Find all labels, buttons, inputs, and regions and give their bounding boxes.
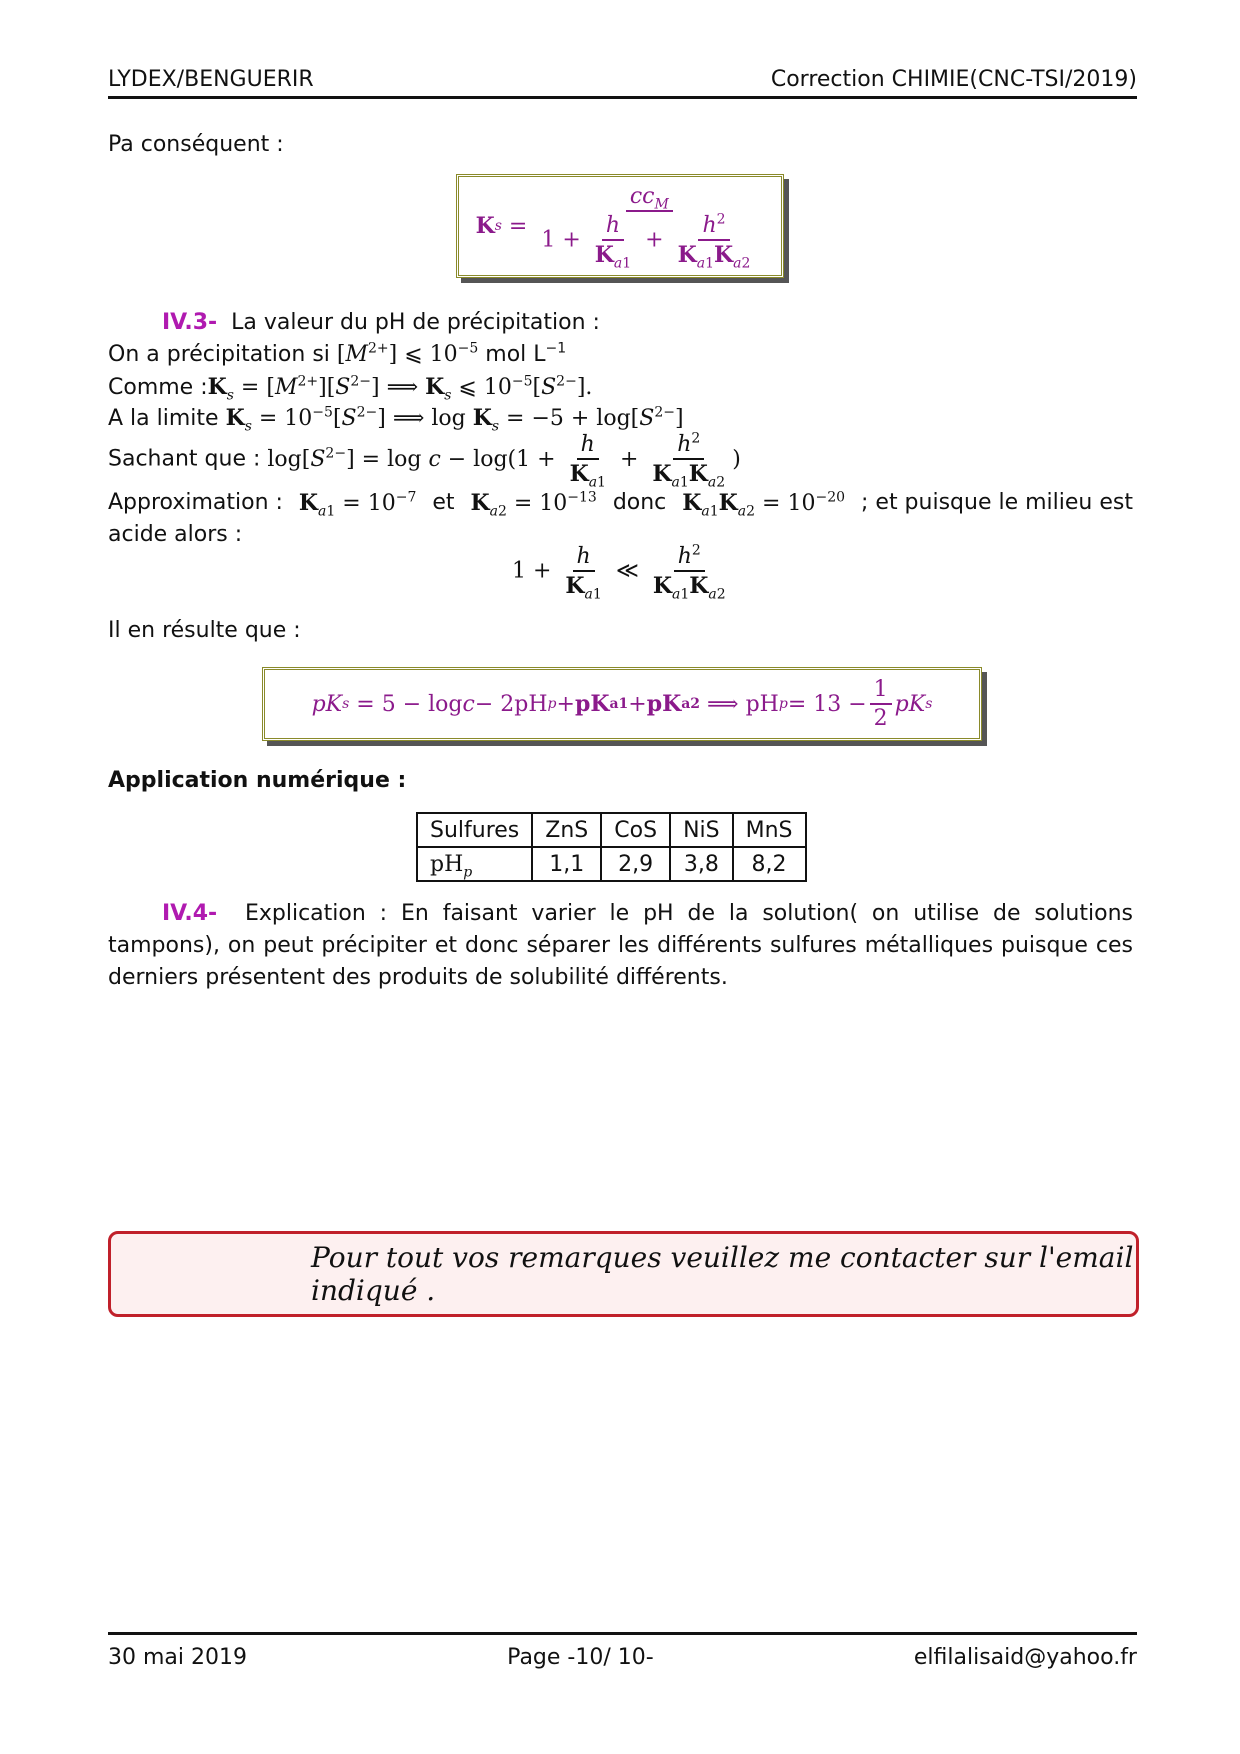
line-5-tail: ; et puisque le milieu est <box>861 490 1133 515</box>
ph-table <box>416 812 807 882</box>
line-4-label: Sachant que : <box>108 446 261 472</box>
page-footer <box>108 1632 1137 1670</box>
header-title: Correction CHIMIE(CNC-TSI/2019) <box>770 67 1137 92</box>
line-precipitation-condition: On a précipitation si $[M^{2+}]$ ⩽ $10^{-5}$ mol $L^{-1}$ <box>108 340 567 367</box>
footer-page: Page -10/ 10- <box>507 1645 654 1670</box>
inequality-formula: 1 + $\frac{h}{K_{a1}}$ ≪ $\frac{h^2}{K_{a1}K_{a2}}$ <box>512 542 726 603</box>
header-school: LYDEX/BENGUERIR <box>108 67 314 92</box>
remark-text: Pour tout vos remarques veuillez me contacter sur l'email indiqué . <box>311 1241 1134 1307</box>
line-5-so: donc <box>612 490 667 515</box>
line-result: Il en résulte que : <box>108 618 301 643</box>
table-header: CoS <box>601 813 670 847</box>
line-acid: acide alors : <box>108 522 243 547</box>
remark-box <box>108 1231 1139 1317</box>
ph-formula-box: pK s = 5 − log c − 2pH p + pK a1 + pK a2 ⟹ pH p = 13 − $\frac{1}{2}$ pK s <box>262 667 982 741</box>
section-3-number: IV.3- <box>162 310 218 335</box>
section-4-number: IV.4- <box>162 901 218 926</box>
section-3-heading <box>162 310 600 335</box>
page-header <box>108 58 1137 99</box>
line-limit: A la limite $K_s = 10^{-5}[S^{2-}]$ ⟹ $\log K_s = -5 + \log[S^{2-}]$ <box>108 404 684 435</box>
table-cell: 1,1 <box>532 847 601 881</box>
line-5-and: et <box>432 490 455 515</box>
table-cell: 3,8 <box>670 847 733 881</box>
ks-formula-box: K s = $cc_M$ 1 + $\frac{h}{K_{a1}}$ + $\frac{h^2}{K_{a1}K_{a2}}$ <box>456 174 784 278</box>
table-header: Sulfures <box>417 813 532 847</box>
line-approximation: Approximation : $K_{a1} = 10^{-7}$ et $K_{a2} = 10^{-13}$ donc $K_{a1}K_{a2} = 10^{-20}$ ; et puisque le milieu est <box>108 489 1133 520</box>
line-ks-definition: Comme $:K_s = [M^{2+}][S^{2-}]$ ⟹ $K_s$ ⩽ $10^{-5}[S^{2-}]$. <box>108 373 593 404</box>
line-knowing: Sachant que : $\log[S^{2-}] = \log c - \log(1$ + $\frac{h}{K_{a1}}$ + $\frac{h^2}{K_{a1}K_{a2}}$ ) <box>108 430 741 491</box>
section-4-paragraph <box>108 898 1133 994</box>
table-row-label: $pH_p$ <box>417 847 532 881</box>
table-cell: 8,2 <box>733 847 806 881</box>
table-header: NiS <box>670 813 733 847</box>
intro-text: Pa conséquent : <box>108 132 284 157</box>
line-3-label: A la limite <box>108 406 219 431</box>
line-1-label: On a précipitation si <box>108 342 330 367</box>
section-4-text: Explication : En faisant varier le pH de la solution( on utilise de solutions tampons), on peut précipiter et donc séparer les différents sulfures métalliques puisque ces derniers présentent des produits de solubilité différents. <box>108 901 1133 990</box>
line-2-label: Comme : <box>108 375 208 400</box>
table-row <box>417 847 806 881</box>
table-cell: 2,9 <box>601 847 670 881</box>
application-title: Application numérique : <box>108 768 407 793</box>
footer-email: elfilalisaid@yahoo.fr <box>913 1645 1137 1670</box>
table-header: ZnS <box>532 813 601 847</box>
section-3-title: La valeur du pH de précipitation : <box>231 310 600 335</box>
footer-date: 30 mai 2019 <box>108 1645 247 1670</box>
table-header: MnS <box>733 813 806 847</box>
table-row <box>417 813 806 847</box>
line-5-label: Approximation : <box>108 490 283 515</box>
